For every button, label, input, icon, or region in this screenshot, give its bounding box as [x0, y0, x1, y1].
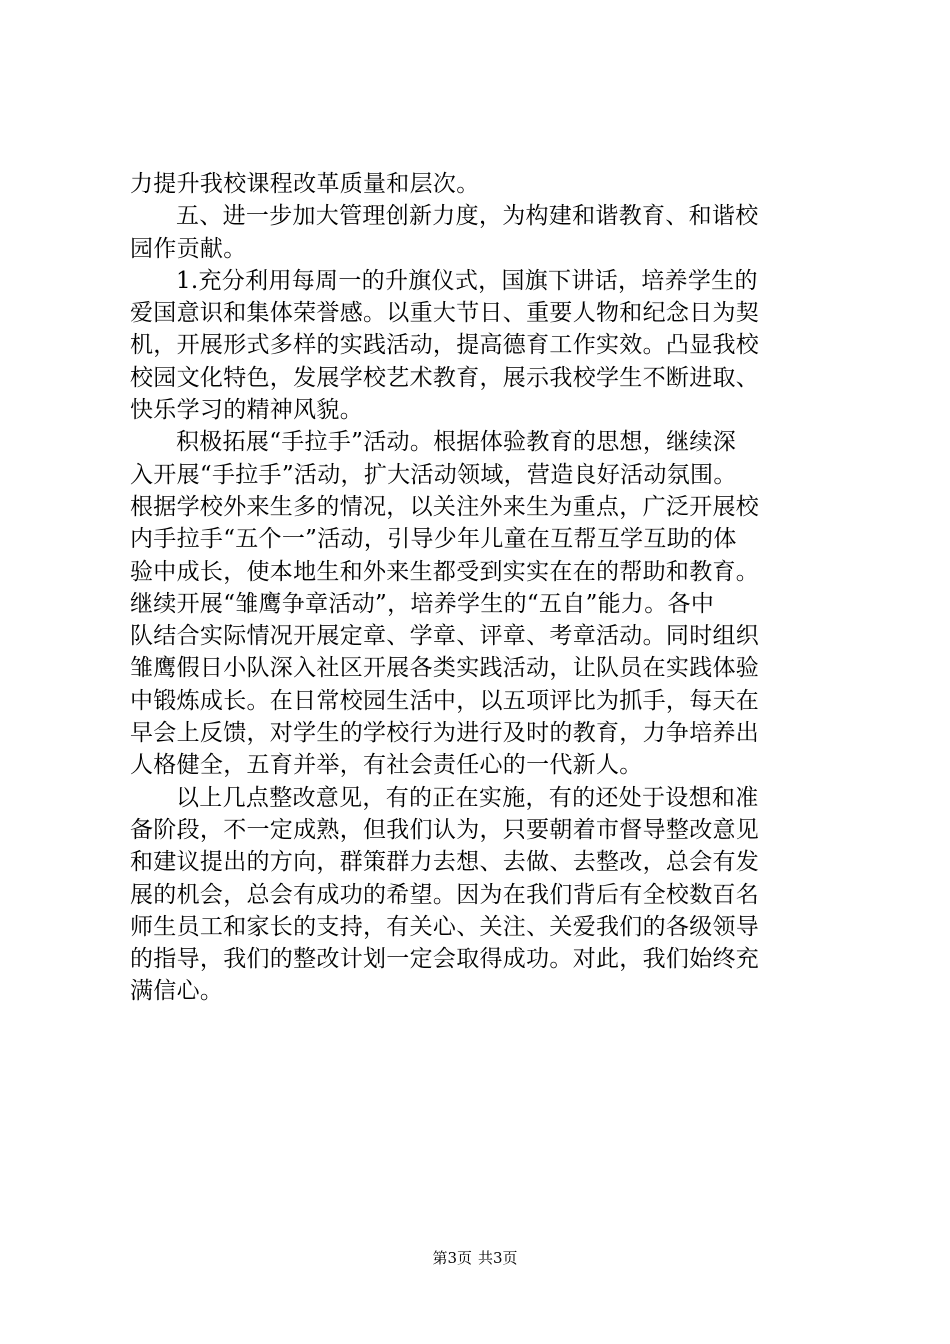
text-line: 中锻炼成长。在日常校园生活中，以五项评比为抓手，每天在 [130, 687, 760, 714]
text-line: 入开展“手拉手”活动，扩大活动领域，营造良好活动氛围。 [130, 461, 737, 488]
text-line: 校园文化特色，发展学校艺术教育，展示我校学生不断进取、 [130, 364, 760, 391]
text-line: 1.充分利用每周一的升旗仪式，国旗下讲话，培养学生的 [176, 267, 758, 294]
text-line: 快乐学习的精神风貌。 [130, 397, 363, 424]
page-total: 共3页 [478, 1249, 518, 1267]
text-line: 内手拉手“五个一”活动，引导少年儿童在互帮互学互助的体 [130, 526, 737, 553]
text-line: 验中成长，使本地生和外来生都受到实实在在的帮助和教育。 [130, 558, 760, 585]
text-line: 展的机会，总会有成功的希望。因为在我们背后有全校数百名 [130, 881, 760, 908]
text-line: 和建议提出的方向，群策群力去想、去做、去整改，总会有发 [130, 849, 760, 876]
text-line: 爱国意识和集体荣誉感。以重大节日、重要人物和纪念日为契 [130, 300, 760, 327]
text-line: 人格健全，五育并举，有社会责任心的一代新人。 [130, 752, 643, 779]
text-line: 的指导，我们的整改计划一定会取得成功。对此，我们始终充 [130, 946, 760, 973]
text-line: 以上几点整改意见，有的正在实施，有的还处于设想和准 [176, 784, 759, 811]
text-line: 力提升我校课程改革质量和层次。 [130, 171, 480, 197]
section-heading-line: 五、进一步加大管理创新力度，为构建和谐教育、和谐校 [176, 203, 759, 230]
text-line: 早会上反馈，对学生的学校行为进行及时的教育，力争培养出 [130, 720, 760, 747]
page-number: 第3页 [432, 1249, 472, 1267]
text-line: 师生员工和家长的支持，有关心、关注、关爱我们的各级领导 [130, 913, 760, 940]
text-line: 满信心。 [130, 978, 224, 1005]
text-line: 备阶段，不一定成熟，但我们认为，只要朝着市督导整改意见 [130, 816, 760, 843]
section-heading-line: 园作贡献。 [130, 235, 247, 262]
document-body [130, 168, 830, 1008]
text-line: 队结合实际情况开展定章、学章、评章、考章活动。同时组织 [130, 623, 760, 650]
page-footer [0, 1248, 950, 1268]
text-line: 根据学校外来生多的情况，以关注外来生为重点，广泛开展校 [130, 493, 760, 520]
text-line: 雏鹰假日小队深入社区开展各类实践活动，让队员在实践体验 [130, 655, 760, 682]
text-line: 继续开展“雏鹰争章活动”，培养学生的“五自”能力。各中 [130, 590, 715, 617]
text-line: 机，开展形式多样的实践活动，提高德育工作实效。凸显我校 [130, 332, 760, 359]
text-line: 积极拓展“手拉手”活动。根据体验教育的思想，继续深 [176, 429, 737, 456]
